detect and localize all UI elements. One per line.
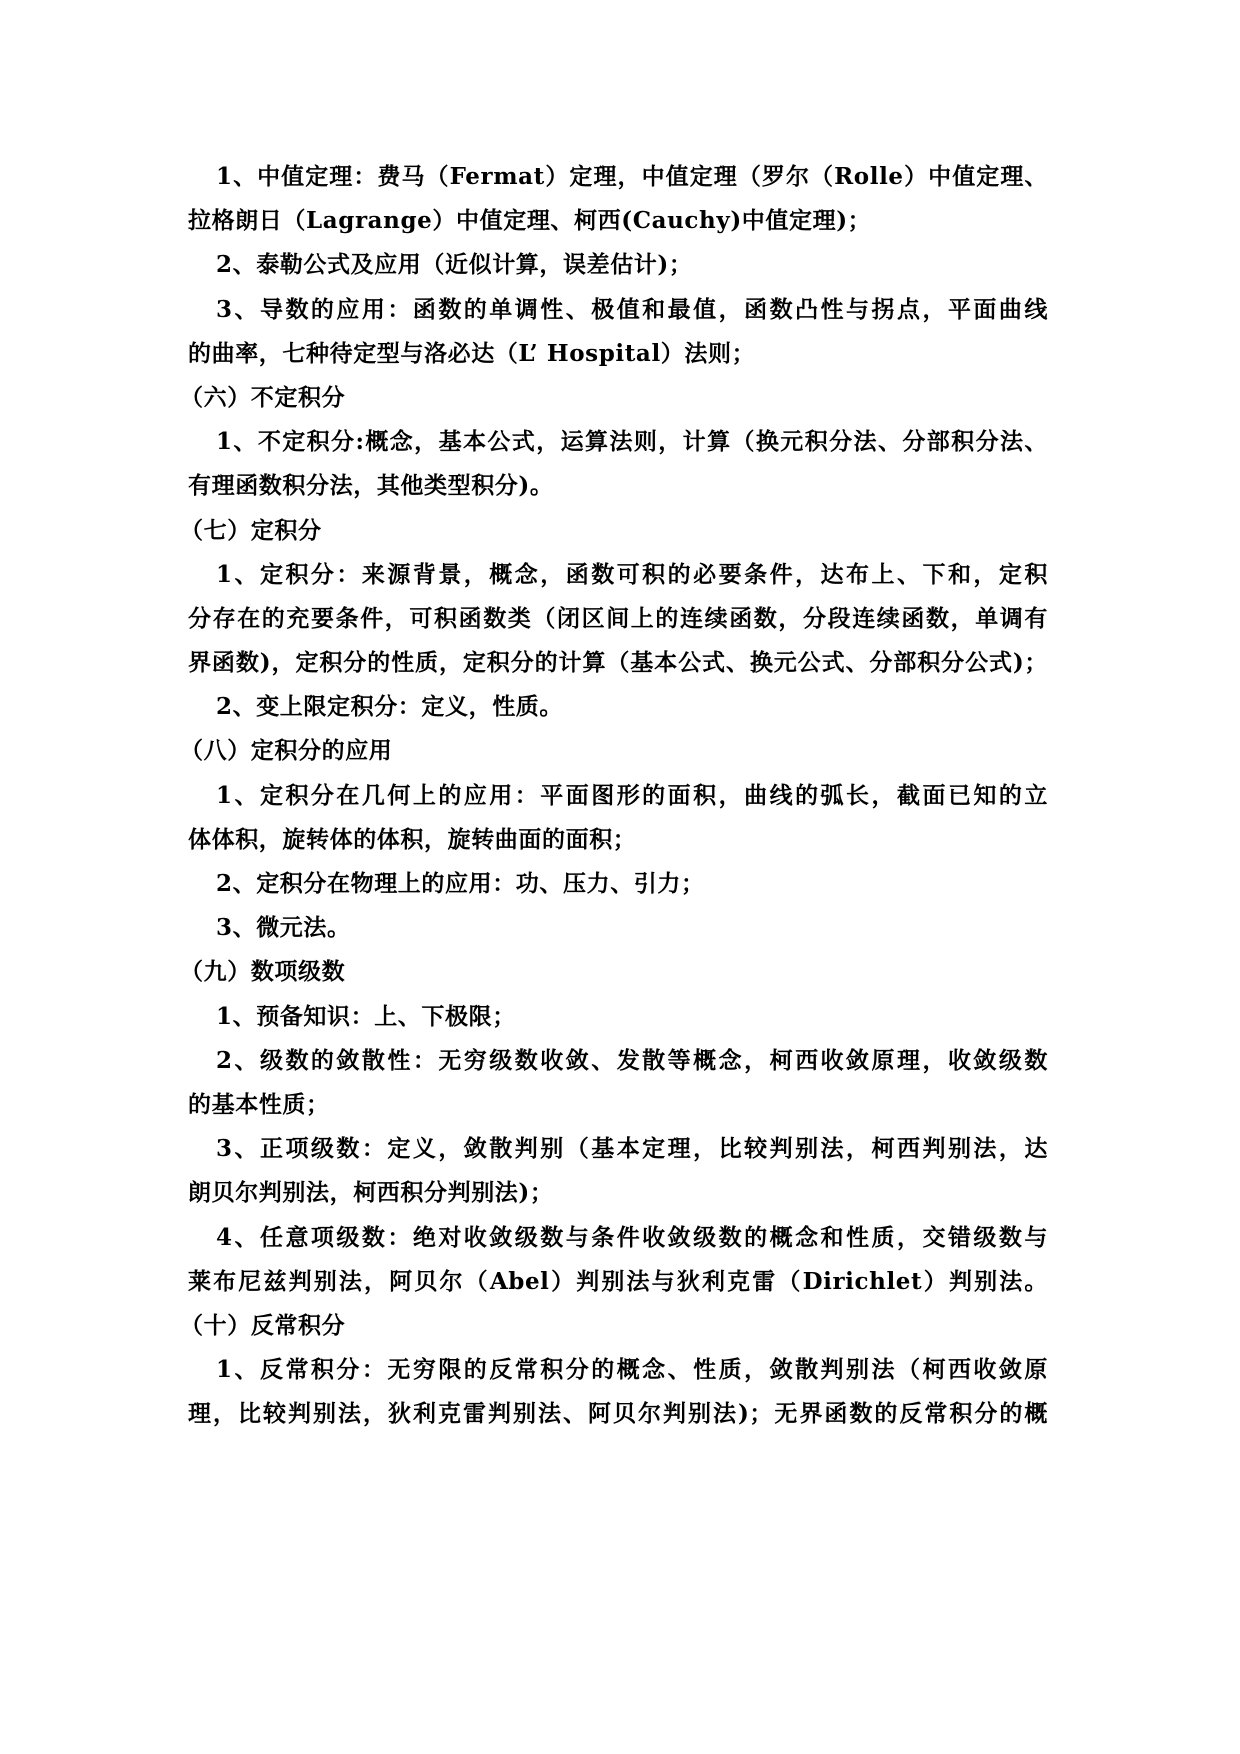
section-heading: （七）定积分 xyxy=(180,516,322,544)
text-line: 4、任意项级数：绝对收敛级数与条件收敛级数的概念和性质，交错级数与 xyxy=(216,1223,1048,1251)
text-line: 1、中值定理：费马（Fermat）定理，中值定理（罗尔（Rolle）中值定理、 xyxy=(216,163,1048,190)
text-line: 2、定积分在物理上的应用：功、压力、引力； xyxy=(216,870,705,897)
text-line: 的曲率，七种待定型与洛必达（L’ Hospital）法则； xyxy=(188,339,756,367)
section-heading: （十）反常积分 xyxy=(180,1311,346,1339)
text-line: 3、微元法。 xyxy=(216,914,351,942)
text-line: 分存在的充要条件，可积函数类（闭区间上的连续函数，分段连续函数，单调有 xyxy=(188,604,1048,632)
document-page xyxy=(180,155,1048,1436)
text-line: 2、泰勒公式及应用（近似计算，误差估计)； xyxy=(216,251,693,279)
text-line: 1、预备知识：上、下极限； xyxy=(216,1002,516,1030)
text-line: 1、反常积分：无穷限的反常积分的概念、性质，敛散判别法（柯西收敛原 xyxy=(216,1356,1048,1384)
section-heading: （六）不定积分 xyxy=(180,383,346,411)
text-line: 拉格朗日（Lagrange）中值定理、柯西(Cauchy)中值定理)； xyxy=(188,207,872,235)
text-line: 莱布尼兹判别法，阿贝尔（Abel）判别法与狄利克雷（Dirichlet）判别法。 xyxy=(188,1267,1048,1295)
text-line: 朗贝尔判别法，柯西积分判别法)； xyxy=(188,1179,554,1207)
text-line: 体体积，旋转体的体积，旋转曲面的面积； xyxy=(188,825,637,853)
section-heading: （八）定积分的应用 xyxy=(180,737,393,765)
text-line: 1、定积分：来源背景，概念，函数可积的必要条件，达布上、下和，定积 xyxy=(216,560,1048,588)
text-line: 界函数)，定积分的性质，定积分的计算（基本公式、换元公式、分部积分公式)； xyxy=(188,649,1048,677)
text-line: 的基本性质； xyxy=(188,1090,330,1118)
text-line: 2、变上限定积分：定义，性质。 xyxy=(216,693,564,721)
text-line: 3、正项级数：定义，敛散判别（基本定理，比较判别法，柯西判别法，达 xyxy=(216,1135,1048,1163)
text-line: 有理函数积分法，其他类型积分)。 xyxy=(188,472,554,500)
section-heading: （九）数项级数 xyxy=(180,958,346,986)
text-line: 2、级数的敛散性：无穷级数收敛、发散等概念，柯西收敛原理，收敛级数 xyxy=(216,1046,1048,1074)
text-line: 3、导数的应用：函数的单调性、极值和最值，函数凸性与拐点，平面曲线 xyxy=(216,295,1048,323)
text-line: 理，比较判别法，狄利克雷判别法、阿贝尔判别法)；无界函数的反常积分的概 xyxy=(188,1400,1048,1428)
text-line: 1、不定积分:概念，基本公式，运算法则，计算（换元积分法、分部积分法、 xyxy=(216,428,1048,456)
text-line: 1、定积分在几何上的应用：平面图形的面积，曲线的弧长，截面已知的立 xyxy=(216,781,1048,809)
